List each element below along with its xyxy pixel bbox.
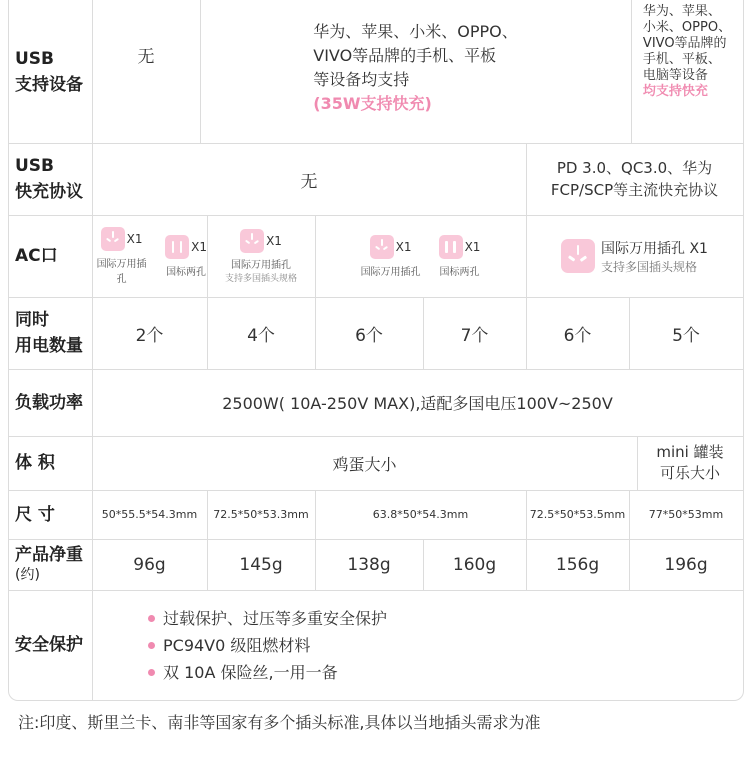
ac-cell (207, 215, 315, 297)
socket-label: 国际万用插孔 (96, 259, 147, 285)
simultaneous-value: 6个 (355, 325, 383, 346)
socket-count: X1 (126, 232, 143, 246)
weight-value: 145g (239, 554, 283, 575)
ac-cell (526, 215, 743, 297)
bullet-dot-icon (148, 669, 155, 676)
ac-label: AC口 (15, 246, 58, 266)
socket-label: 国际万用插孔 X1 (601, 240, 708, 257)
ac-cell (92, 215, 207, 297)
universal-socket-icon (240, 229, 264, 253)
footnote: 注:印度、斯里兰卡、南非等国家有多个插头标准,具体以当地插头需求为准 (18, 713, 541, 732)
row-divider (9, 590, 743, 591)
safety-item: 过载保护、过压等多重安全保护 (148, 605, 387, 632)
socket-count: X1 (464, 239, 481, 254)
weight-value: 96g (133, 554, 166, 575)
size-label: 尺 寸 (15, 504, 55, 525)
size-value: 77*50*53mm (648, 508, 724, 521)
simultaneous-label: 同时 用电数量 (15, 310, 83, 356)
volume-value: 鸡蛋大小 (332, 454, 397, 474)
safety-item: PC94V0 级阻燃材料 (148, 632, 387, 659)
usb-support-cell: 无 (137, 46, 155, 67)
fast-charge-highlight: (35W支持快充) (313, 93, 432, 113)
two-pin-socket-icon (439, 235, 463, 259)
weight-value: 160g (452, 554, 497, 575)
usb-support-label: USB 支持设备 (15, 48, 83, 95)
socket-note: 支持多国插头规格 (224, 273, 297, 284)
weight-value: 156g (555, 554, 600, 575)
weight-label: 产品净重 (约) (15, 544, 83, 583)
bullet-dot-icon (148, 615, 155, 622)
size-value: 63.8*50*54.3mm (372, 508, 469, 521)
load-value: 2500W( 10A-250V MAX),适配多国电压100V~250V (222, 394, 613, 413)
universal-socket-icon (370, 235, 394, 259)
safety-list (148, 605, 387, 686)
simultaneous-value: 4个 (247, 325, 275, 346)
usb-support-cell: 华为、苹果、小米、OPPO、 VIVO等品牌的手机、平板 等设备均支持 (35W支持快充) (200, 0, 631, 143)
usb-fast-cell: 无 (300, 171, 318, 192)
size-value: 50*55.5*54.3mm (101, 508, 198, 521)
weight-value: 196g (664, 554, 708, 575)
safety-label: 安全保护 (15, 635, 83, 655)
weight-value: 138g (347, 554, 391, 575)
usb-fast-cell: PD 3.0、QC3.0、华为 FCP/SCP等主流快充协议 (550, 159, 719, 199)
fast-charge-highlight: 均支持快充 (642, 84, 708, 99)
simultaneous-value: 2个 (135, 325, 164, 346)
load-label: 负载功率 (15, 392, 83, 413)
spec-table (8, 0, 744, 701)
universal-socket-icon (561, 239, 595, 273)
size-value: 72.5*50*53.3mm (213, 508, 309, 521)
bullet-dot-icon (148, 642, 155, 649)
size-value: 72.5*50*53.5mm (529, 508, 626, 521)
universal-socket-icon (101, 227, 125, 251)
socket-label: 国际万用插孔 (360, 266, 421, 278)
simultaneous-value: 6个 (563, 325, 592, 346)
socket-label: 国际万用插孔 (230, 259, 291, 271)
volume-label: 体 积 (15, 453, 55, 473)
socket-count: X1 (266, 233, 282, 248)
volume-value: mini 罐装 可乐大小 (656, 443, 724, 482)
ac-cell (315, 215, 526, 297)
two-pin-socket-icon (165, 235, 189, 259)
socket-count: X1 (395, 239, 412, 254)
safety-item: 双 10A 保险丝,一用一备 (148, 659, 387, 686)
socket-note: 支持多国插头规格 (601, 259, 698, 274)
usb-support-cell: 华为、苹果、 小米、OPPO、 VIVO等品牌的 手机、平板、 电脑等设备 均支持快充 (642, 4, 732, 99)
socket-count: X1 (191, 239, 207, 254)
socket-label: 国标两孔 (166, 266, 207, 278)
socket-label: 国标两孔 (439, 266, 480, 278)
usb-fast-label: USB 快充协议 (15, 156, 83, 202)
simultaneous-value: 5个 (672, 325, 700, 346)
simultaneous-value: 7个 (460, 325, 489, 346)
